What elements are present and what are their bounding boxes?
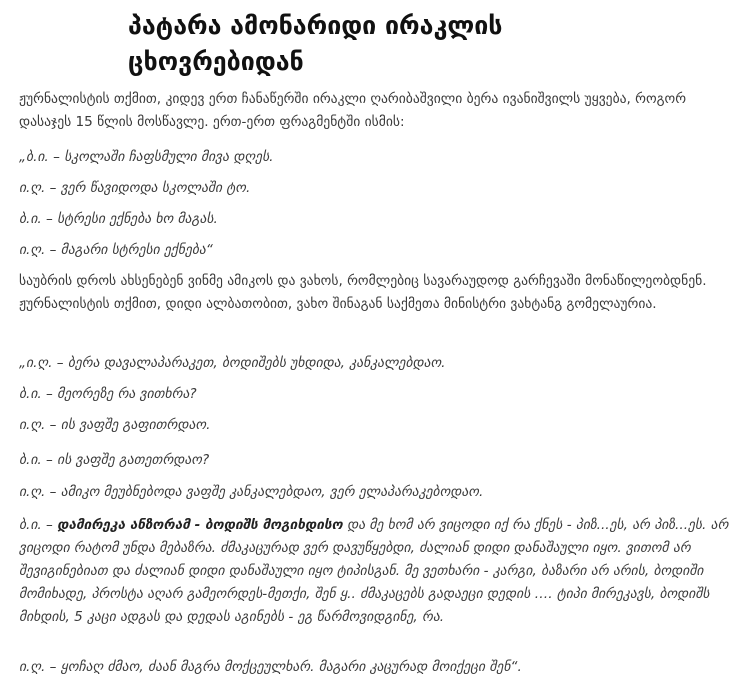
dialogue-line: ბ.ი. – სტრესი ექნება ხო მაგას. <box>19 211 218 227</box>
bold-quote: დამირეკა ანზორამ - ბოდიშს მოგიხდისო <box>57 517 343 533</box>
article-title <box>128 8 688 80</box>
quote-rest: და მე ხომ არ ვიცოდი იქ რა ქნეს - პიზ...ეს, არ პიზ...ეს. არ ვიცოდი რატომ უნდა მებაზრა. ძმაკაცურად ვერ დავუწყებდი, ძალიან დიდი დანაშაული იყო. ვითომ არ შევიგინებიათ და ძალიან დიდი დანაშაული იყო ტიპისგან. მე ვეთხარი - კარგი, ბაზარი არ არის, ბოდიში მომიხადე, პროსტა აღარ გამეორდეს-მეთქი, შენ ყ.. ძმაკაცებს გადაეცი დედის …. ტიპი მირეკავს, ბოდიშს მიხდის, 5 კაცი ადგას და დედას აგინებს - ეგ წარმოვიდგინე, რა. <box>19 517 729 625</box>
dialogue-line: ბ.ი. – მეორეზე რა ვითხრა? <box>19 386 197 402</box>
dialogue-line: ი.ღ. – მაგარი სტრესი ექნება“ <box>19 242 213 258</box>
middle-paragraph: საუბრის დროს ახსენებენ ვინმე ამიკოს და ვახოს, რომლებიც სავარაუდოდ გარჩევაში მონაწილეობდნენ. ჟურნალისტის თქმით, დიდი ალბათობით, ვახო შინაგან საქმეთა მინისტრი ვახტანგ გომელაურია. <box>19 273 707 312</box>
dialogue-line: „ბ.ი. – სკოლაში ჩაფსმული მივა დღეს. <box>19 149 274 165</box>
title-line-2: ცხოვრებიდან <box>128 47 304 76</box>
title-line-1: პატარა ამონარიდი ირაკლის <box>128 11 503 40</box>
dialogue-line: ი.ღ. – ის ვაფშე გაფითრდაო. <box>19 417 211 433</box>
dialogue-line: ბ.ი. – ის ვაფშე გათეთრდაო? <box>19 452 210 468</box>
dialogue-line: „ი.ღ. – ბერა დავალაპარაკეთ, ბოდიშებს უხდიდა, კანკალებდაო. <box>19 355 446 371</box>
dialogue-line: ი.ღ. – ამიკო მეუბნებოდა ვაფშე კანკალებდაო, ვერ ელაპარაკებოდაო. <box>19 484 484 500</box>
intro-paragraph: ჟურნალისტის თქმით, კიდევ ერთ ჩანაწერში ირაკლი ღარიბაშვილი ბერა ივანიშვილს უყვება, როგორ დასაჯეს 15 წლის მოსწავლე. ერთ-ერთ ფრაგმენტში ისმის: <box>19 91 687 130</box>
speaker-prefix: ბ.ი. – <box>19 517 58 533</box>
long-quote-paragraph <box>19 514 735 629</box>
closing-line: ი.ღ. – ყოჩაღ ძმაო, ძაან მაგრა მოქცეულხარ. მაგარი კაცურად მოიქეცი შენ“. <box>19 659 522 675</box>
dialogue-line: ი.ღ. – ვერ წავიდოდა სკოლაში ტო. <box>19 180 251 196</box>
